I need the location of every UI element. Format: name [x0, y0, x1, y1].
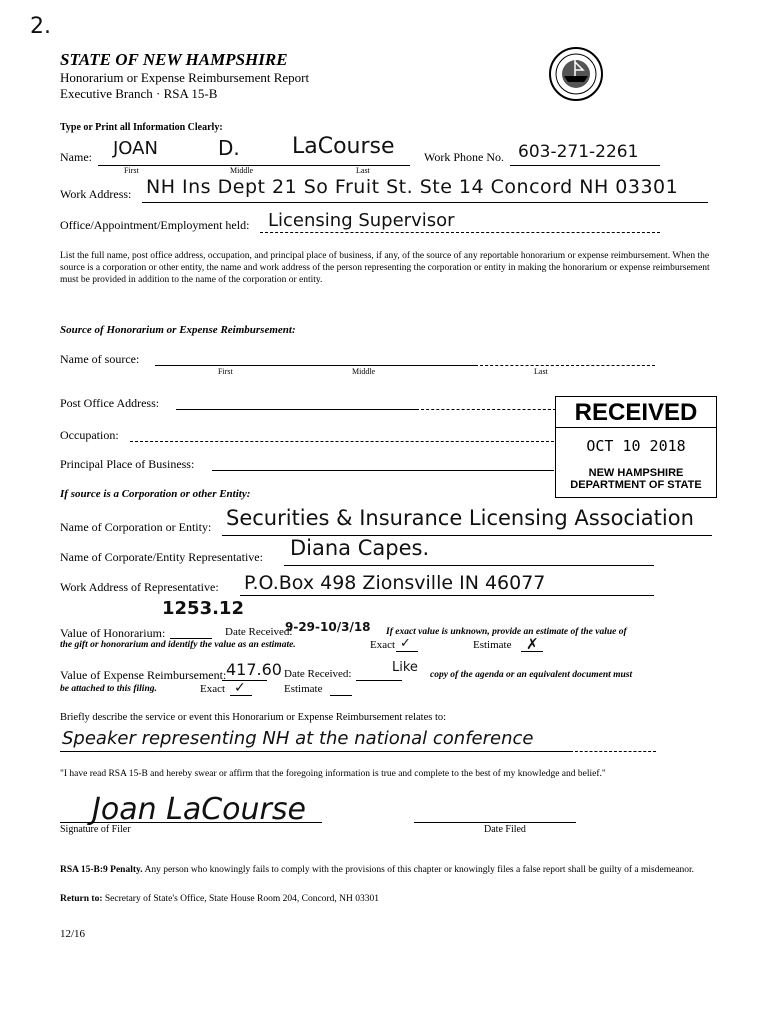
last-caption: Last	[356, 166, 370, 175]
date-filed-caption: Date Filed	[484, 824, 526, 835]
name-middle[interactable]: D.	[218, 136, 240, 160]
affirmation: "I have read RSA 15-B and hereby swear or affirm that the foregoing information is true and complete to the best of my knowledge and belief."	[60, 769, 606, 779]
honorarium-date-value[interactable]: 9-29-10/3/18	[285, 620, 371, 634]
expense-exact-label: Exact	[200, 683, 226, 695]
po-address-line-dashed	[416, 409, 556, 410]
honorarium-exact-check[interactable]: ✓	[400, 636, 411, 651]
honorarium-line	[170, 638, 212, 639]
stamp-received: RECEIVED	[574, 399, 698, 426]
honorarium-estimate-check[interactable]: ✗	[526, 635, 539, 653]
expense-exact-check[interactable]: ✓	[234, 680, 246, 696]
rep-address-label: Work Address of Representative:	[60, 580, 219, 594]
corner-mark: 2.	[30, 14, 51, 39]
middle-caption: Middle	[230, 166, 254, 175]
office-value[interactable]: Licensing Supervisor	[268, 210, 455, 231]
source-last-caption: Last	[534, 367, 548, 376]
expense-note2: be attached to this filing.	[60, 684, 157, 694]
stamp-date: OCT 10 2018	[586, 437, 686, 455]
received-stamp	[555, 396, 717, 498]
stamp-line2: DEPARTMENT OF STATE	[570, 479, 702, 491]
work-address-value[interactable]: NH Ins Dept 21 So Fruit St. Ste 14 Concord NH 03301	[146, 176, 679, 198]
stamp-line1: NEW HAMPSHIRE	[588, 467, 684, 479]
source-middle-caption: Middle	[352, 367, 376, 376]
rep-label: Name of Corporate/Entity Representative:	[60, 550, 263, 564]
branch-line: Executive Branch · RSA 15-B	[60, 86, 218, 101]
signature-caption: Signature of Filer	[60, 824, 131, 835]
date-filed-line	[414, 822, 576, 823]
entity-heading: If source is a Corporation or other Entity:	[60, 488, 251, 500]
office-label: Office/Appointment/Employment held:	[60, 218, 250, 232]
expense-value[interactable]: 417.60	[226, 660, 282, 679]
source-first-caption: First	[218, 367, 233, 376]
honorarium-exact-label: Exact	[370, 639, 396, 651]
expense-date-line	[356, 680, 402, 681]
phone-label: Work Phone No.	[424, 150, 505, 164]
honorarium-value[interactable]: 1253.12	[162, 598, 244, 619]
rep-value[interactable]: Diana Capes.	[290, 536, 430, 560]
phone-line	[510, 165, 660, 166]
work-address-line	[142, 202, 708, 203]
return-title: Return to:	[60, 894, 103, 904]
entity-name-label: Name of Corporation or Entity:	[60, 520, 212, 534]
source-instructions: List the full name, post office address, occupation, and principal place of business, if any, of the source of any reportable honorarium or expense reimbursement. When the source is a corporation or other entity, the name and work address of the person representing the corporation or entity in making the honorarium or expense reimbursement must be provided in addition to the name of the corporation or entity.	[60, 251, 710, 285]
expense-note: copy of the agenda or an equivalent document must	[430, 670, 633, 680]
penalty-block	[60, 864, 710, 876]
rep-line	[284, 565, 654, 566]
expense-estimate-label: Estimate	[284, 683, 323, 695]
expense-date-value[interactable]: Like	[392, 660, 418, 675]
honorarium-label: Value of Honorarium:	[60, 626, 166, 640]
po-address-label: Post Office Address:	[60, 396, 160, 410]
penalty-title: RSA 15-B:9 Penalty.	[60, 865, 143, 875]
report-title: Honorarium or Expense Reimbursement Report	[60, 70, 310, 85]
honorarium-note: If exact value is unknown, provide an estimate of the value of	[386, 627, 627, 637]
name-last[interactable]: LaCourse	[292, 134, 395, 159]
stamp-dept	[556, 467, 716, 491]
penalty-text: Any person who knowingly fails to comply with the provisions of this chapter or knowingly files a false report shall be guilty of a misdemeanor.	[144, 865, 695, 875]
occupation-line	[130, 441, 554, 442]
business-line	[212, 470, 554, 471]
return-text: Secretary of State's Office, State House Room 204, Concord, NH 03301	[104, 894, 379, 904]
po-address-line	[176, 409, 416, 410]
business-label: Principal Place of Business:	[60, 457, 195, 471]
honorarium-note2: the gift or honorarium and identify the value as an estimate.	[60, 640, 296, 650]
form-revision: 12/16	[60, 928, 86, 940]
expense-estimate-line	[330, 695, 352, 696]
honorarium-exact-line	[396, 651, 418, 652]
signature-value[interactable]: Joan LaCourse	[92, 792, 306, 827]
expense-date-label: Date Received:	[284, 668, 352, 680]
entity-name-value[interactable]: Securities & Insurance Licensing Association	[226, 506, 694, 530]
phone-value[interactable]: 603-271-2261	[518, 142, 639, 162]
state-title: STATE OF NEW HAMPSHIRE	[60, 50, 288, 69]
service-line	[60, 751, 570, 752]
occupation-label: Occupation:	[60, 428, 119, 442]
service-label: Briefly describe the service or event this Honorarium or Expense Reimbursement relates to:	[60, 712, 447, 723]
name-first[interactable]: JOAN	[113, 138, 158, 159]
source-name-label: Name of source:	[60, 352, 140, 366]
honorarium-date-label: Date Received:	[225, 626, 293, 638]
rep-address-line	[240, 595, 654, 596]
name-label: Name:	[60, 150, 92, 164]
service-value[interactable]: Speaker representing NH at the national conference	[62, 728, 534, 749]
service-line-dashed	[570, 751, 656, 752]
honorarium-estimate-label: Estimate	[473, 639, 512, 651]
office-line	[260, 232, 660, 233]
work-address-label: Work Address:	[60, 187, 132, 201]
source-name-line	[155, 365, 475, 366]
expense-label: Value of Expense Reimbursement:	[60, 668, 227, 682]
source-heading: Source of Honorarium or Expense Reimbursement:	[60, 324, 296, 336]
rep-address-value[interactable]: P.O.Box 498 Zionsville IN 46077	[244, 572, 546, 594]
state-seal-icon	[548, 46, 604, 102]
first-caption: First	[124, 166, 139, 175]
source-name-line-dashed	[475, 365, 655, 366]
return-block	[60, 893, 710, 905]
signature-line	[60, 822, 322, 823]
instructions: Type or Print all Information Clearly:	[60, 122, 223, 133]
stamp-divider	[556, 427, 716, 428]
